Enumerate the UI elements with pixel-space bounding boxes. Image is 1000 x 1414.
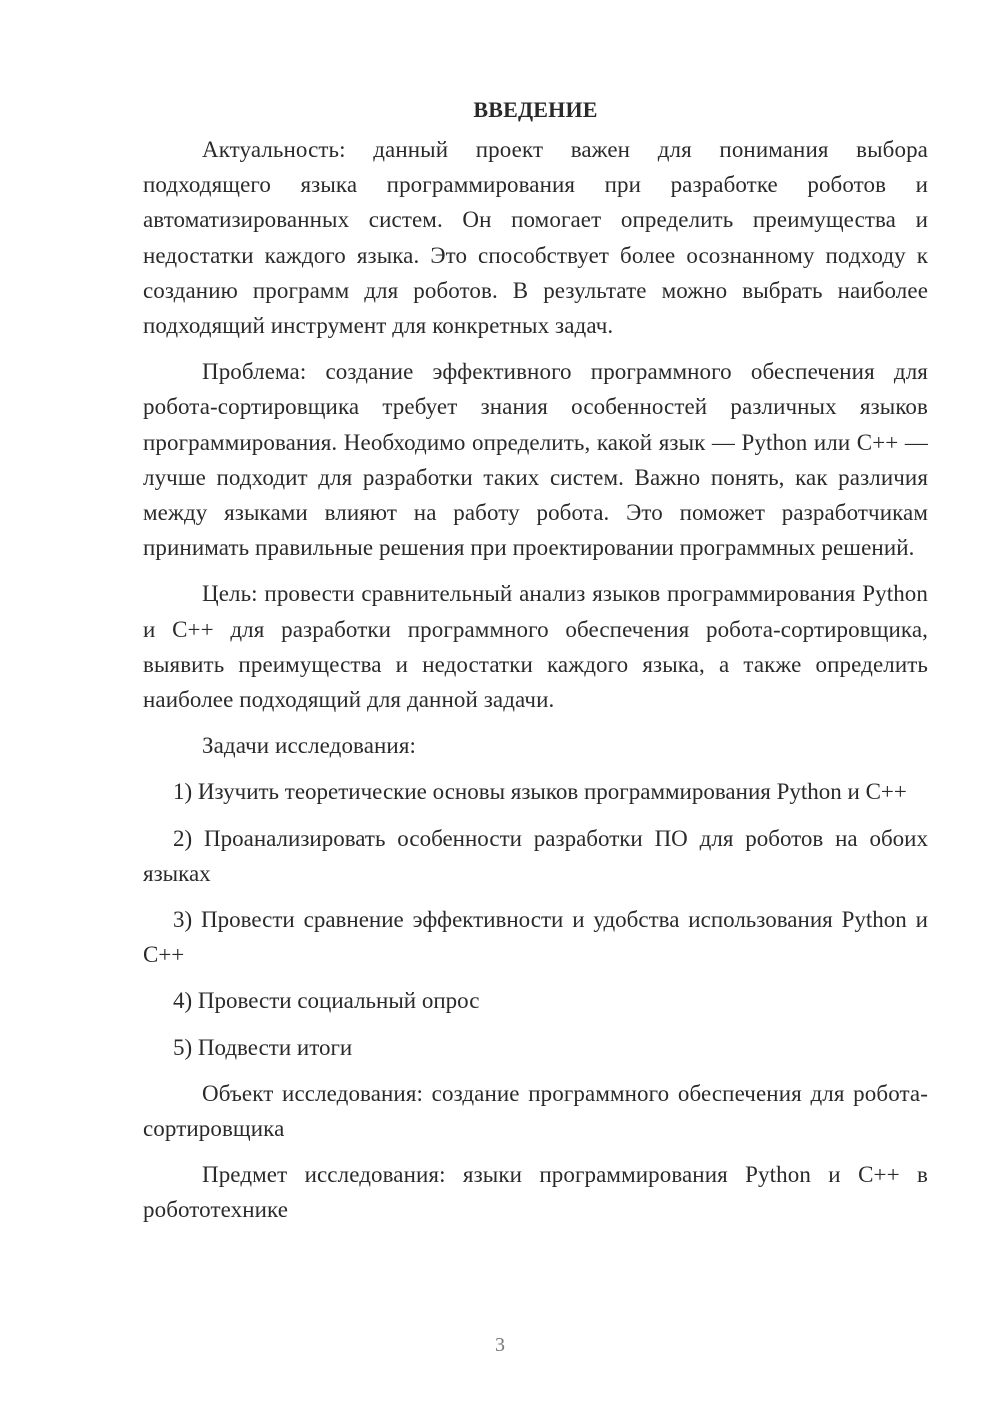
goal-paragraph: Цель: провести сравнительный анализ языков программирования Python и C++ для разработки программного обеспечения робота-сортировщика, выявить преимущества и недостатки каждого языка, а также определить наиболее подходящий для данной задачи. xyxy=(143,581,928,713)
page-number: 3 xyxy=(495,1334,505,1356)
problem-paragraph: Проблема: создание эффективного программного обеспечения для робота-сортировщика требует знания особенностей различных языков программирования. Необходимо определить, какой язык — Python или C++ — лучше подходит для разработки таких систем. Важно понять, как различия между языками влияют на работу робота. Это поможет разработчикам принимать правильные решения при проектировании программных решений. xyxy=(143,359,928,561)
task-item: 4) Провести социальный опрос xyxy=(173,988,480,1014)
tasks-heading: Задачи исследования: xyxy=(202,733,417,759)
section-heading: ВВЕДЕНИЕ xyxy=(473,97,598,122)
relevance-paragraph: Актуальность: данный проект важен для понимания выбора подходящего языка программирования при разработке роботов и автоматизированных систем. Он помогает определить преимущества и недостатки каждого языка. Это способствует более осознанному подходу к созданию программ для роботов. В результате можно выбрать наиболее подходящий инструмент для конкретных задач. xyxy=(143,137,928,339)
document-page xyxy=(143,90,928,1239)
task-item: 2) Проанализировать особенности разработки ПО для роботов на обоих языках xyxy=(143,825,928,886)
task-item: 3) Провести сравнение эффективности и удобства использования Python и C++ xyxy=(143,907,928,968)
task-item: 1) Изучить теоретические основы языков программирования Python и C++ xyxy=(173,779,907,805)
research-subject-paragraph: Предмет исследования: языки программирования Python и C++ в робототехнике xyxy=(143,1162,928,1223)
research-object-paragraph: Объект исследования: создание программного обеспечения для робота-сортировщика xyxy=(143,1080,928,1142)
task-item: 5) Подвести итоги xyxy=(173,1034,353,1060)
